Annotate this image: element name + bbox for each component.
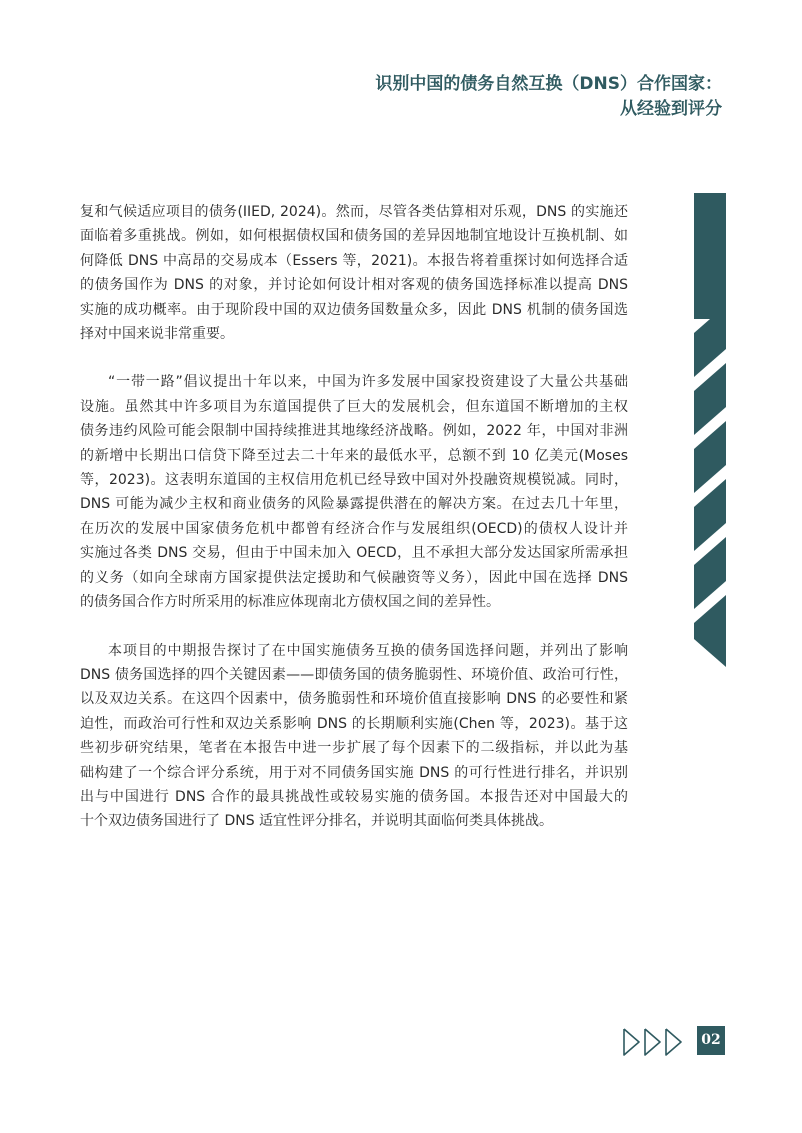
report-header (375, 72, 722, 122)
text-line: “一带一路”倡议提出十年以来，中国为许多发展中国家投资建设了大量公共基础 (108, 374, 628, 391)
text-line: 面临着多重挑战。例如，如何根据债权国和债务国的差异因地制宜地设计互换机制、如 (80, 228, 628, 245)
page-number: 02 (697, 1026, 725, 1055)
text-line: 的债务国合作方时所采用的标准应体现南北方债权国之间的差异性。 (80, 594, 500, 611)
paragraph-3 (80, 639, 628, 834)
text-line: DNS 可能为减少主权和商业债务的风险暴露提供潜在的解决方案。在过去几十年里， (80, 496, 628, 513)
text-line: 债务违约风险可能会限制中国持续推进其地缘经济战略。例如，2022 年，中国对非洲 (80, 423, 628, 440)
text-line: 以及双边关系。在这四个因素中，债务脆弱性和环境价值直接影响 DNS 的必要性和紧 (80, 691, 628, 708)
text-line: 实施过各类 DNS 交易，但由于中国未加入 OECD，且不承担大部分发达国家所需承担 (80, 545, 628, 562)
text-line: 何降低 DNS 中高昂的交易成本（Essers 等，2021)。本报告将着重探讨如何选择合适 (80, 252, 628, 269)
header-title-line-2: 从经验到评分 (620, 99, 722, 119)
text-line: 设施。虽然其中许多项目为东道国提供了巨大的发展机会，但东道国不断增加的主权 (80, 398, 628, 415)
text-line: 些初步研究结果，笔者在本报告中进一步扩展了每个因素下的二级指标，并以此为基 (80, 740, 628, 757)
header-title-line-1: 识别中国的债务自然互换（DNS）合作国家： (375, 74, 722, 94)
chevron-right-icon (622, 1028, 684, 1056)
text-line: 复和气候适应项目的债务(IIED, 2024)。然而，尽管各类估算相对乐观，DNS 的实施还 (80, 204, 628, 220)
text-line: DNS 债务国选择的四个关键因素——即债务国的债务脆弱性、环境价值、政治可行性， (80, 666, 628, 683)
text-line: 等，2023)。这表明东道国的主权信用危机已经导致中国对外投融资规模锐减。同时， (80, 472, 628, 489)
text-line: 的新增中长期出口信贷下降至过去二十年来的最低水平，总额不到 10 亿美元(Moses (80, 447, 628, 464)
body-text (80, 200, 628, 858)
text-line: 择对中国来说非常重要。 (80, 326, 234, 343)
text-line: 迫性，而政治可行性和双边关系影响 DNS 的长期顺利实施(Chen 等，2023)。基于这 (80, 715, 628, 732)
text-line: 的义务（如向全球南方国家提供法定援助和气候融资等义务），因此中国在选择 DNS (80, 569, 628, 586)
paragraph-2 (80, 370, 628, 614)
text-line: 在历次的发展中国家债务危机中都曾有经济合作与发展组织(OECD)的债权人设计并 (80, 520, 628, 537)
text-line: 实施的成功概率。由于现阶段中国的双边债务国数量众多，因此 DNS 机制的债务国选 (80, 301, 628, 318)
text-line: 十个双边债务国进行了 DNS 适宜性评分排名，并说明其面临何类具体挑战。 (80, 813, 554, 830)
text-line: 础构建了一个综合评分系统，用于对不同债务国实施 DNS 的可行性进行排名，并识别 (80, 764, 628, 781)
paragraph-1 (80, 200, 628, 346)
text-line: 出与中国进行 DNS 合作的最具挑战性或较易实施的债务国。本报告还对中国最大的 (80, 788, 628, 805)
text-line: 本项目的中期报告探讨了在中国实施债务互换的债务国选择问题，并列出了影响 (108, 642, 628, 659)
decorative-stripes-icon (694, 193, 726, 667)
text-line: 的债务国作为 DNS 的对象，并讨论如何设计相对客观的债务国选择标准以提高 DNS (80, 277, 628, 294)
